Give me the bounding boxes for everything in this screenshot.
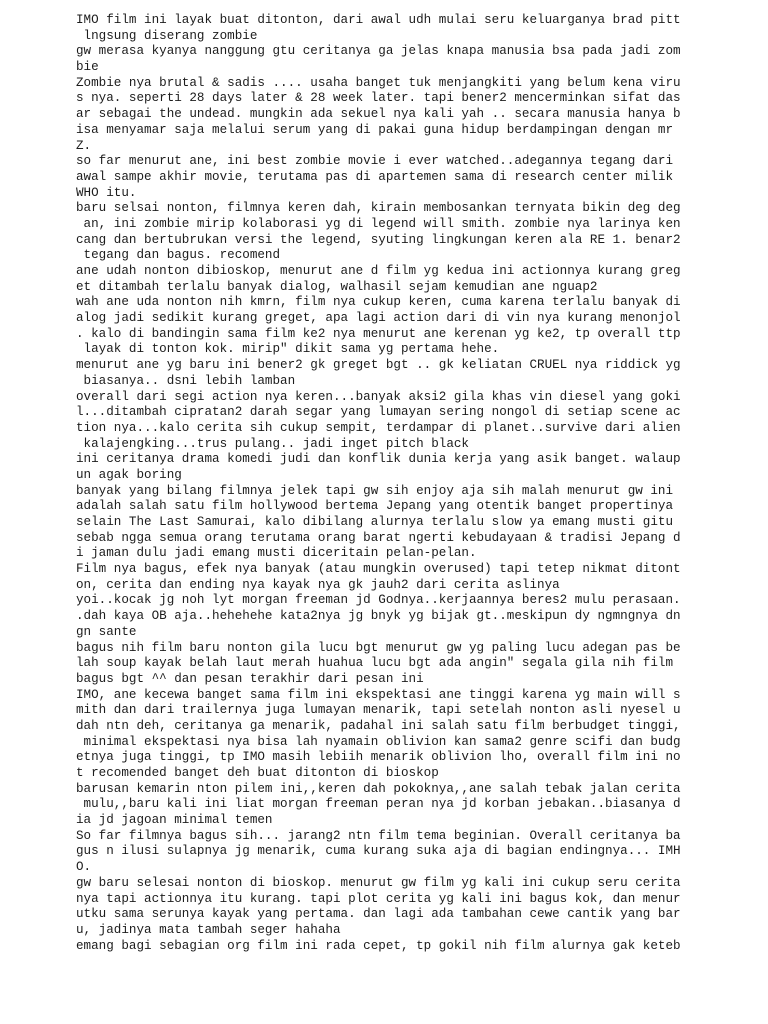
text-line: nya tapi actionnya itu kurang. tapi plot cerita yg kali ini bagus kok, dan menur <box>76 891 681 906</box>
text-line: un agak boring <box>76 467 182 482</box>
text-line: barusan kemarin nton pilem ini,,keren dah pokoknya,,ane salah tebak jalan cerita <box>76 781 681 796</box>
text-line: IMO, ane kecewa banget sama film ini ekspektasi ane tinggi karena yg main will s <box>76 687 681 702</box>
text-line: mith dan dari trailernya juga lumayan menarik, tapi setelah nonton asli nyesel u <box>76 703 681 718</box>
text-line: . kalo di bandingin sama film ke2 nya menurut ane kerenan yg ke2, tp overall ttp <box>76 326 681 341</box>
text-line: Z. <box>76 138 92 153</box>
text-line: utku sama serunya kayak yang pertama. dan lagi ada tambahan cewe cantik yang bar <box>76 907 681 922</box>
text-line: dah ntn deh, ceritanya ga menarik, padahal ini salah satu film berbudget tinggi, <box>76 718 681 733</box>
text-line: lah soup kayak belah laut merah huahua lucu bgt ada angin" segala gila nih film <box>76 656 674 671</box>
text-line: layak di tonton kok. mirip" dikit sama yg pertama hehe. <box>76 342 500 357</box>
text-line: banyak yang bilang filmnya jelek tapi gw sih enjoy aja sih malah menurut gw ini <box>76 483 674 498</box>
text-line: WHO itu. <box>76 185 137 200</box>
text-line: on, cerita dan ending nya kayak nya gk jauh2 dari cerita aslinya <box>76 577 560 592</box>
text-line: baru selsai nonton, filmnya keren dah, kirain membosankan ternyata bikin deg deg <box>76 201 681 216</box>
text-line: awal sampe akhir movie, terutama pas di apartemen sama di research center milik <box>76 169 674 184</box>
text-line: yoi..kocak jg noh lyt morgan freeman jd Godnya..kerjaannya beres2 mulu perasaan. <box>76 593 681 608</box>
text-line: sebab ngga semua orang terutama orang barat ngerti kebudayaan & tradisi Jepang d <box>76 530 681 545</box>
text-line: s nya. seperti 28 days later & 28 week later. tapi bener2 mencerminkan sifat das <box>76 91 681 106</box>
text-line: an, ini zombie mirip kolaborasi yg di legend will smith. zombie nya larinya ken <box>76 216 681 231</box>
text-line: wah ane uda nonton nih kmrn, film nya cukup keren, cuma karena terlalu banyak di <box>76 295 681 310</box>
text-line: menurut ane yg baru ini bener2 gk greget bgt .. gk keliatan CRUEL nya riddick yg <box>76 358 681 373</box>
text-line: bie <box>76 60 99 75</box>
text-line: Film nya bagus, efek nya banyak (atau mungkin overused) tapi tetep nikmat ditont <box>76 562 681 577</box>
text-line: cang dan bertubrukan versi the legend, syuting lingkungan keren ala RE 1. benar2 <box>76 232 681 247</box>
text-line: bagus bgt ^^ dan pesan terakhir dari pesan ini <box>76 671 424 686</box>
document-body <box>76 13 756 954</box>
text-line: overall dari segi action nya keren...banyak aksi2 gila khas vin diesel yang goki <box>76 389 681 404</box>
text-line: et ditambah terlalu banyak dialog, walhasil sejam kemudian ane nguap2 <box>76 279 598 294</box>
text-line: u, jadinya mata tambah seger hahaha <box>76 922 341 937</box>
text-line: ar sebagai the undead. mungkin ada sekuel nya kali yah .. secara manusia hanya b <box>76 107 681 122</box>
text-line: IMO film ini layak buat ditonton, dari awal udh mulai seru keluarganya brad pitt <box>76 13 681 27</box>
text-line: mulu,,baru kali ini liat morgan freeman peran nya jd korban jebakan..biasanya d <box>76 797 681 812</box>
text-line: l...ditambah cipratan2 darah segar yang lumayan sering nongol di setiap scene ac <box>76 405 681 420</box>
text-line: so far menurut ane, ini best zombie movie i ever watched..adegannya tegang dari <box>76 154 674 169</box>
text-line: gus n ilusi sulapnya jg menarik, cuma kurang suka aja di bagian endingnya... IMH <box>76 844 681 859</box>
text-line: Zombie nya brutal & sadis .... usaha banget tuk menjangkiti yang belum kena viru <box>76 75 681 90</box>
text-line: gn sante <box>76 624 137 639</box>
text-line: i jaman dulu jadi emang musti diceritain pelan-pelan. <box>76 546 477 561</box>
text-line: tion nya...kalo cerita sih cukup sempit, terdampar di planet..survive dari alien <box>76 420 681 435</box>
text-line: ia jd jagoan minimal temen <box>76 813 273 828</box>
text-line: bagus nih film baru nonton gila lucu bgt menurut gw yg paling lucu adegan pas be <box>76 640 681 655</box>
text-line: lngsung diserang zombie <box>76 28 258 43</box>
text-line: O. <box>76 860 92 875</box>
text-line: So far filmnya bagus sih... jarang2 ntn film tema beginian. Overall ceritanya ba <box>76 828 681 843</box>
text-line: ini ceritanya drama komedi judi dan konflik dunia kerja yang asik banget. walaup <box>76 452 681 467</box>
text-line: gw merasa kyanya nanggung gtu ceritanya ga jelas knapa manusia bsa pada jadi zom <box>76 44 681 59</box>
text-line: ane udah nonton dibioskop, menurut ane d film yg kedua ini actionnya kurang greg <box>76 264 681 278</box>
text-line: tegang dan bagus. recomend <box>76 248 281 263</box>
text-line: selain The Last Samurai, kalo dibilang alurnya terlalu slow ya emang musti gitu <box>76 515 674 529</box>
text-line: emang bagi sebagian org film ini rada cepet, tp gokil nih film alurnya gak keteb <box>76 938 681 953</box>
text-line: .dah kaya OB aja..hehehehe kata2nya jg bnyk yg bijak gt..meskipun dy ngmngnya dn <box>76 609 681 624</box>
text-line: minimal ekspektasi nya bisa lah nyamain oblivion kan sama2 genre scifi dan budg <box>76 734 681 749</box>
text-line: etnya juga tinggi, tp IMO masih lebiih menarik oblivion lho, overall film ini no <box>76 750 681 765</box>
text-line: adalah salah satu film hollywood bertema Jepang yang otentik banget propertinya <box>76 499 674 514</box>
text-line: alog jadi sedikit kurang greget, apa lagi action dari di vin nya kurang menonjol <box>76 311 681 326</box>
text-line: kalajengking...trus pulang.. jadi inget pitch black <box>76 436 469 451</box>
text-line: gw baru selesai nonton di bioskop. menurut gw film yg kali ini cukup seru cerita <box>76 875 681 890</box>
text-line: t recomended banget deh buat ditonton di bioskop <box>76 766 439 780</box>
text-line: biasanya.. dsni lebih lamban <box>76 373 296 388</box>
text-line: isa menyamar saja melalui serum yang di pakai guna hidup berdampingan dengan mr <box>76 122 674 137</box>
